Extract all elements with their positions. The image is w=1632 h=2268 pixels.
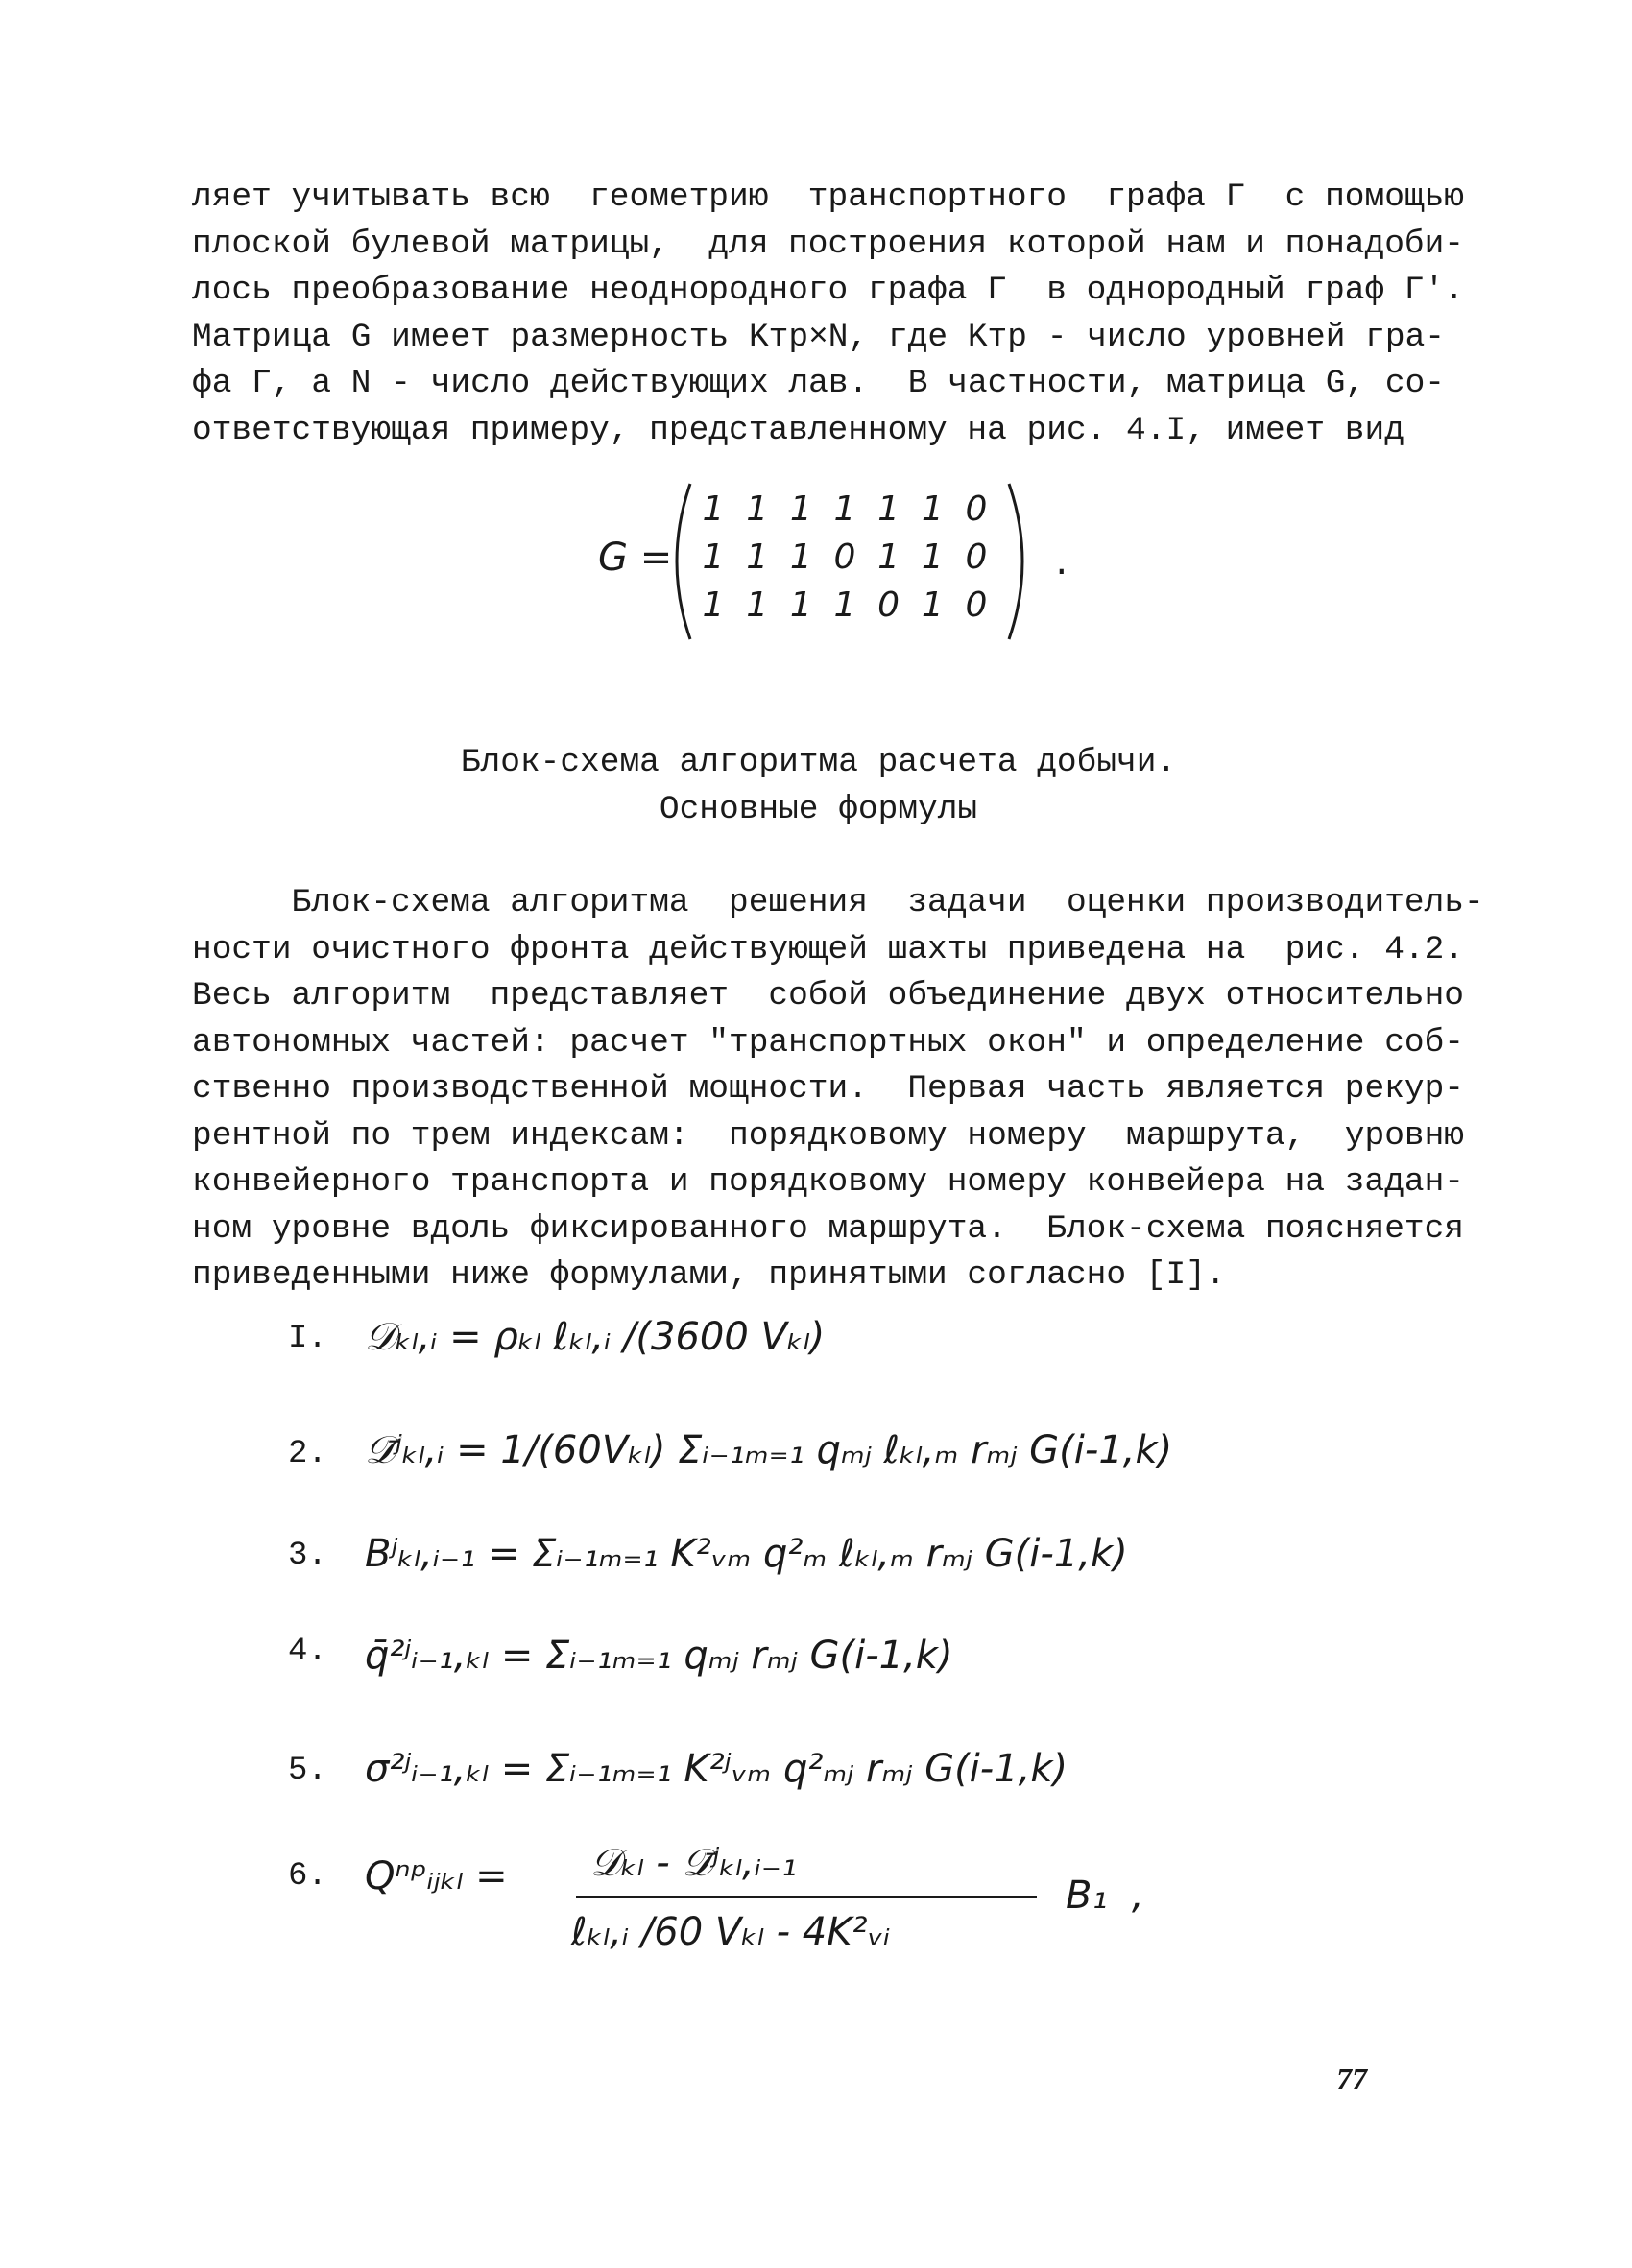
formula-4: q̄²ʲᵢ₋₁,ₖₗ = Σᵢ₋₁ₘ₌₁ qₘⱼ rₘⱼ G(i-1,k)	[365, 1634, 953, 1678]
matrix-row	[696, 489, 994, 537]
matrix-label: G =	[598, 536, 673, 580]
matrix-trailing-dot: .	[1051, 545, 1072, 585]
matrix-cell: 1	[921, 489, 944, 529]
text-line: Блок-схема алгоритма решения задачи оценки производитель-	[192, 884, 1484, 921]
text-line: ляет учитывать всю геометрию транспортного графа Г с помощью	[192, 179, 1465, 216]
text-line: ответствующая примеру, представленному на рис. 4.I, имеет вид	[192, 411, 1404, 449]
text-line: Матрица G имеет размерность Kтр×N, где Kтр - число уровней гра-	[192, 318, 1445, 356]
body-paragraph	[192, 880, 1484, 1300]
matrix-cell: 1	[746, 537, 769, 577]
matrix-cell: 1	[702, 489, 725, 529]
matrix-cell: 1	[702, 585, 725, 625]
left-paren-icon	[658, 480, 696, 643]
text-line: Весь алгоритм представляет собой объединение двух относительно	[192, 977, 1465, 1015]
text-line: конвейерного транспорта и порядковому номеру конвейера на задан-	[192, 1163, 1465, 1201]
matrix-grid	[696, 489, 994, 633]
page-number: 77	[1336, 2062, 1367, 2096]
top-paragraph	[192, 175, 1465, 454]
right-paren-icon	[1003, 480, 1042, 643]
matrix-cell: 1	[833, 585, 856, 625]
matrix-cell: 1	[789, 537, 812, 577]
matrix-cell: 1	[877, 489, 900, 529]
matrix-row	[696, 537, 994, 585]
text-line: приведенными ниже формулами, принятыми согласно [I].	[192, 1256, 1226, 1294]
text-line: лось преобразование неоднородного графа Г в однородный граф Г'.	[192, 272, 1465, 309]
matrix-cell: 0	[965, 489, 988, 529]
matrix-cell: 0	[877, 585, 900, 625]
formula-number: 6.	[288, 1858, 327, 1895]
matrix-row	[696, 585, 994, 633]
heading-line-1: Блок-схема алгоритма расчета добычи.	[460, 744, 1177, 781]
formula-number: I.	[288, 1321, 327, 1357]
matrix-cell: 1	[746, 489, 769, 529]
formula-number: 2.	[288, 1436, 327, 1472]
text-line: ности очистного фронта действующей шахты приведена на рис. 4.2.	[192, 930, 1465, 968]
matrix-cell: 1	[789, 585, 812, 625]
matrix-cell: 1	[921, 585, 944, 625]
text-line: фа Г, а N - число действующих лав. В частности, матрица G, со-	[192, 365, 1445, 402]
formula-6-tail: B₁ ,	[1066, 1874, 1144, 1918]
formula-6-numerator: 𝒟ₖₗ - 𝒟̄ʲₖₗ,ᵢ₋₁	[590, 1841, 798, 1885]
formula-6-lhs: Qⁿᵖᵢⱼₖₗ =	[365, 1854, 508, 1898]
matrix-cell: 1	[702, 537, 725, 577]
matrix-cell: 1	[921, 537, 944, 577]
formula-5: σ²ʲᵢ₋₁,ₖₗ = Σᵢ₋₁ₘ₌₁ K²ʲᵥₘ q²ₘⱼ rₘⱼ G(i-1,k)	[365, 1747, 1068, 1791]
matrix-cell: 0	[833, 537, 856, 577]
text-line: ном уровне вдоль фиксированного маршрута. Блок-схема поясняется	[192, 1209, 1465, 1248]
matrix-cell: 1	[877, 537, 900, 577]
matrix-cell: 0	[965, 585, 988, 625]
section-heading	[192, 739, 1445, 833]
formula-3: Bʲₖₗ,ᵢ₋₁ = Σᵢ₋₁ₘ₌₁ K²ᵥₘ q²ₘ ℓₖₗ,ₘ rₘⱼ G(i-1,k)	[365, 1532, 1128, 1576]
text-line: рентной по трем индексам: порядковому номеру маршрута, уровню	[192, 1116, 1465, 1155]
matrix-g	[590, 480, 1090, 653]
heading-line-2: Основные формулы	[659, 791, 978, 828]
matrix-cell: 1	[833, 489, 856, 529]
text-line: автономных частей: расчет "транспортных окон" и определение соб-	[192, 1023, 1465, 1062]
matrix-cell: 1	[789, 489, 812, 529]
fraction-bar	[576, 1896, 1037, 1898]
formula-number: 5.	[288, 1753, 327, 1789]
matrix-cell: 0	[965, 537, 988, 577]
matrix-cell: 1	[746, 585, 769, 625]
formula-6-denominator: ℓₖₗ,ᵢ /60 Vₖₗ - 4K²ᵥᵢ	[571, 1910, 891, 1954]
formula-number: 3.	[288, 1538, 327, 1574]
formula-1: 𝒟ₖₗ,ᵢ = ρₖₗ ℓₖₗ,ᵢ /(3600 Vₖₗ)	[365, 1315, 826, 1359]
formula-2: 𝒟̄ʲₖₗ,ᵢ = 1/(60Vₖₗ) Σᵢ₋₁ₘ₌₁ qₘⱼ ℓₖₗ,ₘ rₘⱼ G(i-1,k)	[365, 1428, 1173, 1472]
formula-number: 4.	[288, 1634, 327, 1670]
text-line: ственно производственной мощности. Первая часть является рекур-	[192, 1070, 1465, 1108]
text-line: плоской булевой матрицы, для построения которой нам и понадоби-	[192, 225, 1465, 263]
